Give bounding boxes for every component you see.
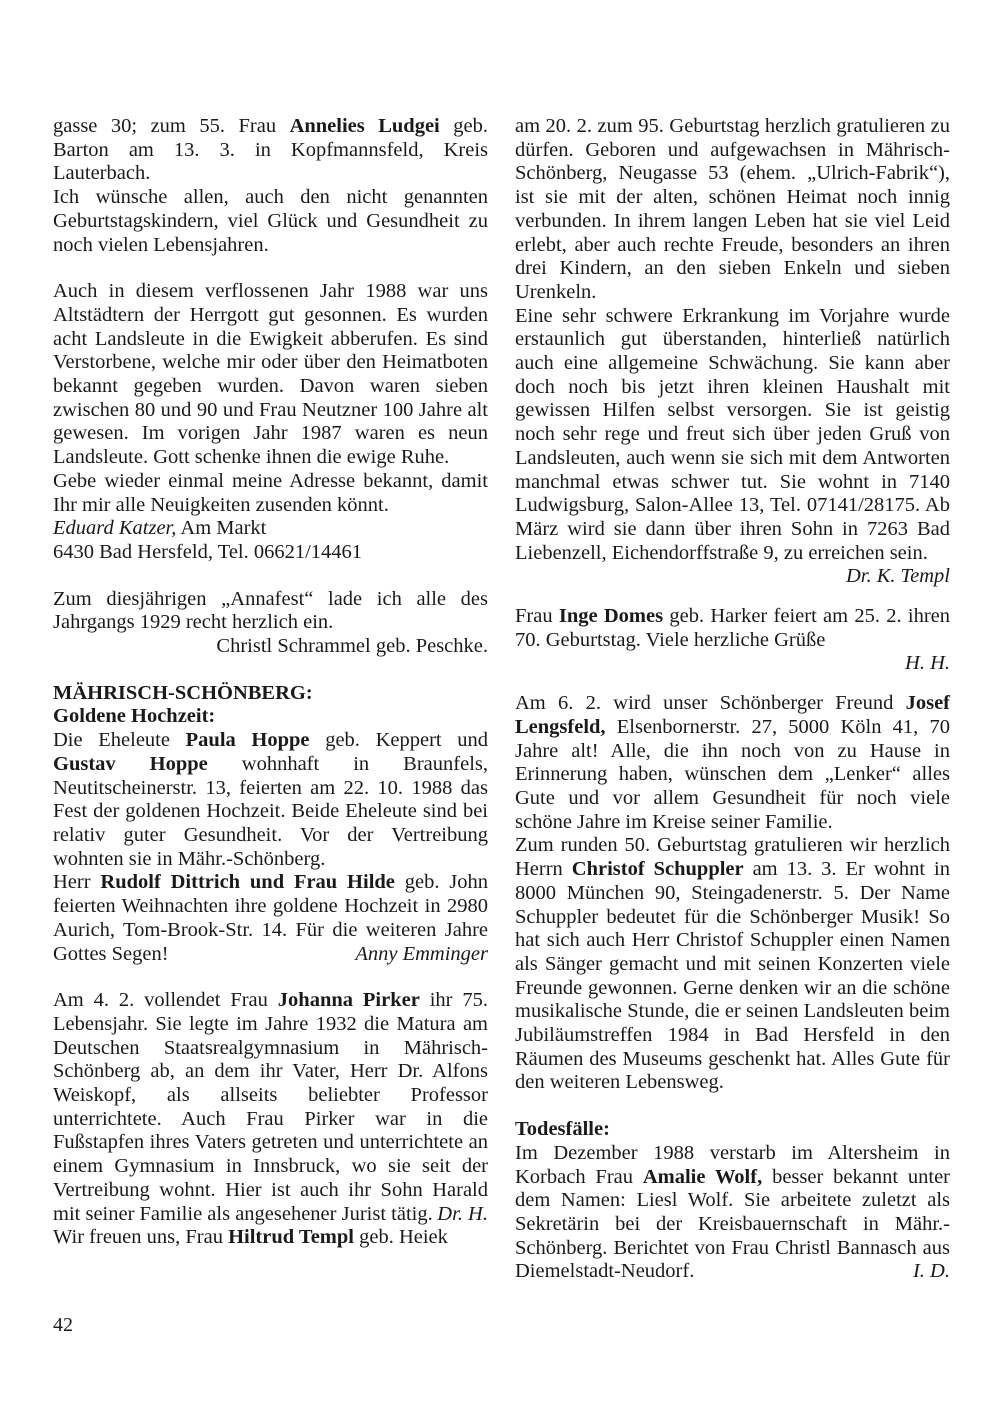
signature-dr-h: Dr. H. <box>437 1202 488 1225</box>
signature-emminger: Anny Emminger <box>355 942 488 965</box>
paragraph-domes: Frau Inge Domes geb. Harker feiert am 25. 2. ihren 70. Geburtstag. Viele herzliche Grüße <box>515 605 951 651</box>
person-name: Annelies Ludgei <box>289 115 440 137</box>
paragraph-hoppe: Die Eheleute Paula Hoppe geb. Keppert und Gustav Hoppe wohnhaft in Braunfels, Neutitscheinerstr. 13, feierten am 22. 10. 1988 das Fest der goldenen Hochzeit. Beide Eheleute sind bei relativ guter Gesundheit. Vor der Vertreibung wohnten sie in Mähr.-Schönberg. <box>53 729 489 870</box>
paragraph-templ-cont: am 20. 2. zum 95. Geburtstag herzlich gratulieren zu dürfen. Geboren und aufgewachsen in Mährisch-Schönberg, Neugasse 53 (ehem. „Ulrich-Fabrik“), ist sie mit der alten, schönen Heimat noch innig verbunden. In ihrem langen Leben hat sie viel Leid erlebt, aber auch rechte Freude, besonders an ihren drei Kindern, an den sieben Enkeln und sieben Urenkeln. <box>515 115 950 303</box>
signature-hh: H. H. <box>905 652 950 675</box>
page-number: 42 <box>53 1314 73 1336</box>
paragraph-dittrich: Herr Rudolf Dittrich und Frau Hilde geb. John feierten Weihnachten ihre goldene Hochzeit in 2980 Aurich, Tom-Brook-Str. 14. Für die weiteren Jahre Gottes Segen! Anny Emminger <box>53 871 489 965</box>
paragraph-ludgei: gasse 30; zum 55. Frau Annelies Ludgei geb. Barton am 13. 3. in Kopfmannsfeld, Kreis Lauterbach. <box>53 115 488 185</box>
paragraph-lengsfeld: Am 6. 2. wird unser Schönberger Freund Josef Lengsfeld, Elsenbornerstr. 27, 5000 Köln 41, 70 Jahre alt! Alle, die ihn noch von zu Hause in Erinnerung haben, wünschen dem „Lenker“ alles Gute und vor allem Gesundheit für noch viele schöne Jahre im Kreise seiner Familie. <box>515 692 950 833</box>
signature-katzer: Eduard Katzer, Am Markt <box>53 517 267 540</box>
paragraph-wishes: Ich wünsche allen, auch den nicht genannten Geburtstagskindern, viel Glück und Gesundheit zu noch vielen Lebensjahren. <box>53 186 488 256</box>
signature-katzer-address: 6430 Bad Hersfeld, Tel. 06621/14461 <box>53 540 363 563</box>
signature-schrammel: Christl Schrammel geb. Peschke. <box>216 635 488 658</box>
paragraph-templ-start: Wir freuen uns, Frau Hiltrud Templ geb. Heiek <box>53 1226 448 1249</box>
paragraph-deceased-1988: Auch in diesem verflossenen Jahr 1988 war uns Altstädtern der Herrgott gut gesonnen. Es wurden acht Landsleute in die Ewigkeit abberufen. Es sind Verstorbene, welche mir oder über den Heimatboten bekannt gegeben wurden. Davon waren sieben zwischen 80 und 90 und Frau Neutzner 100 Jahre alt gewesen. Im vorigen Jahr 1987 waren es neun Landsleute. Gott schenke ihnen die ewige Ruhe. <box>53 280 488 469</box>
left-column <box>53 115 488 1250</box>
section-title: MÄHRISCH-SCHÖNBERG: <box>53 681 313 704</box>
paragraph-schuppler: Zum runden 50. Geburtstag gratulieren wir herzlich Herrn Christof Schuppler am 13. 3. Er wohnt in 8000 München 90, Steingadenerstr. 5. Der Name Schuppler bedeutet für die Schönberger Musik! So hat sich auch Herr Christof Schuppler einen Namen als Sänger gemacht und mit seinen Konzerten viele Freunde gewonnen. Gerne denken wir an die schöne musikalische Stunde, die er seinen Landsleuten beim Jubiläumstreffen 1984 in Bad Hersfeld in den Räumen des Museums geschenkt hat. Alles Gute für den weiteren Lebensweg. <box>515 834 950 1094</box>
signature-templ: Dr. K. Templ <box>845 565 950 588</box>
subsection-goldene-hochzeit: Goldene Hochzeit: <box>53 705 216 728</box>
paragraph-illness: Eine sehr schwere Erkrankung im Vorjahre wurde erstaunlich gut überstanden, hinterließ natürlich auch eine allgemeine Schwächung. Sie kann aber doch noch bis jetzt ihren kleinen Haushalt mit gewissen Hilfen selbst versorgen. Sie ist geistig noch sehr rege und freut sich über jeden Gruß von Landsleuten, auch wenn sie sich mit dem Antworten manchmal etwas schwer tut. Sie wohnt in 7140 Ludwigsburg, Salon-Allee 13, Tel. 07141/28175. Ab März wird sie dann über ihren Sohn in 7263 Bad Liebenzell, Eichendorffstraße 9, zu erreichen sein. <box>515 304 950 564</box>
signature-id: I. D. <box>912 1260 950 1283</box>
paragraph-address-note: Gebe wieder einmal meine Adresse bekannt, damit Ihr mir alle Neuigkeiten zusenden könnt. <box>53 469 488 516</box>
paragraph-wolf: Im Dezember 1988 verstarb im Altersheim in Korbach Frau Amalie Wolf, besser bekannt unter dem Namen: Liesl Wolf. Sie arbeitete zuletzt als Sekretärin bei der Kreisbauernschaft in Mähr.-Schönberg. Berichtet von Frau Christl Bannasch aus Diemelstadt-Neudorf. I. D. <box>515 1141 950 1283</box>
paragraph-annafest: Zum diesjährigen „Annafest“ lade ich alle des Jahrgangs 1929 recht herzlich ein. <box>53 587 488 634</box>
paragraph-pirker: Am 4. 2. vollendet Frau Johanna Pirker ihr 75. Lebensjahr. Sie legte im Jahre 1932 die Matura am Deutschen Staatsrealgymnasium in Mährisch-Schönberg ab, an dem ihr Vater, Herr Dr. Alfons Weiskopf, als allseits beliebter Professor unterrichtete. Auch Frau Pirker war in die Fußstapfen ihres Vaters getreten und unterrichtete an einem Gymnasium in Innsbruck, wo sie seit der Vertreibung wohnt. Hier ist auch ihr Sohn Harald mit seiner Familie als angesehener Jurist tätig. Dr. H. <box>53 989 488 1225</box>
right-column <box>515 115 950 1284</box>
subsection-todesfaelle: Todesfälle: <box>515 1118 610 1141</box>
